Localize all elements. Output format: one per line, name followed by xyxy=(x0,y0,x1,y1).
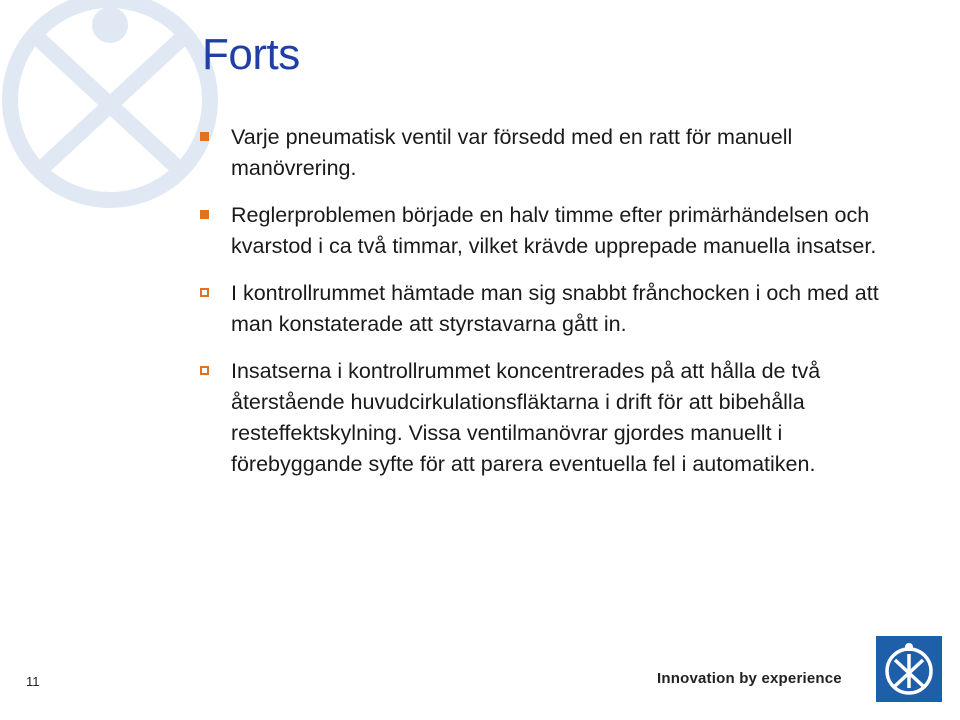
tagline: Innovation by experience xyxy=(657,670,842,687)
bullet-text: Reglerproblemen började en halv timme efter primärhändelsen och kvarstod i ca två timmar, vilket krävde upprepade manuella insatser. xyxy=(231,203,877,258)
page-number: 11 xyxy=(26,674,40,689)
bullet-item xyxy=(200,278,900,340)
square-bullet-icon xyxy=(200,210,209,219)
hollow-square-bullet-icon xyxy=(200,288,209,297)
bullet-item xyxy=(200,356,900,480)
bullet-item xyxy=(200,200,900,262)
bullet-text: Varje pneumatisk ventil var försedd med en ratt för manuell manövrering. xyxy=(231,125,793,180)
slide-title: Forts xyxy=(202,30,300,79)
square-bullet-icon xyxy=(200,132,209,141)
bullet-text: Insatserna i kontrollrummet koncentrerades på att hålla de två återstående huvudcirkulationsfläktarna i drift för att bibehålla resteffektskylning. Vissa ventilmanövrar gjordes manuellt i förebyggande syfte för att parera eventuella fel i automatiken. xyxy=(231,359,821,476)
company-logo-icon xyxy=(876,636,942,702)
bullet-item xyxy=(200,122,900,184)
bullet-list xyxy=(200,122,900,496)
hollow-square-bullet-icon xyxy=(200,366,209,375)
bullet-text: I kontrollrummet hämtade man sig snabbt frånchocken i och med att man konstaterade att styrstavarna gått in. xyxy=(231,281,879,336)
